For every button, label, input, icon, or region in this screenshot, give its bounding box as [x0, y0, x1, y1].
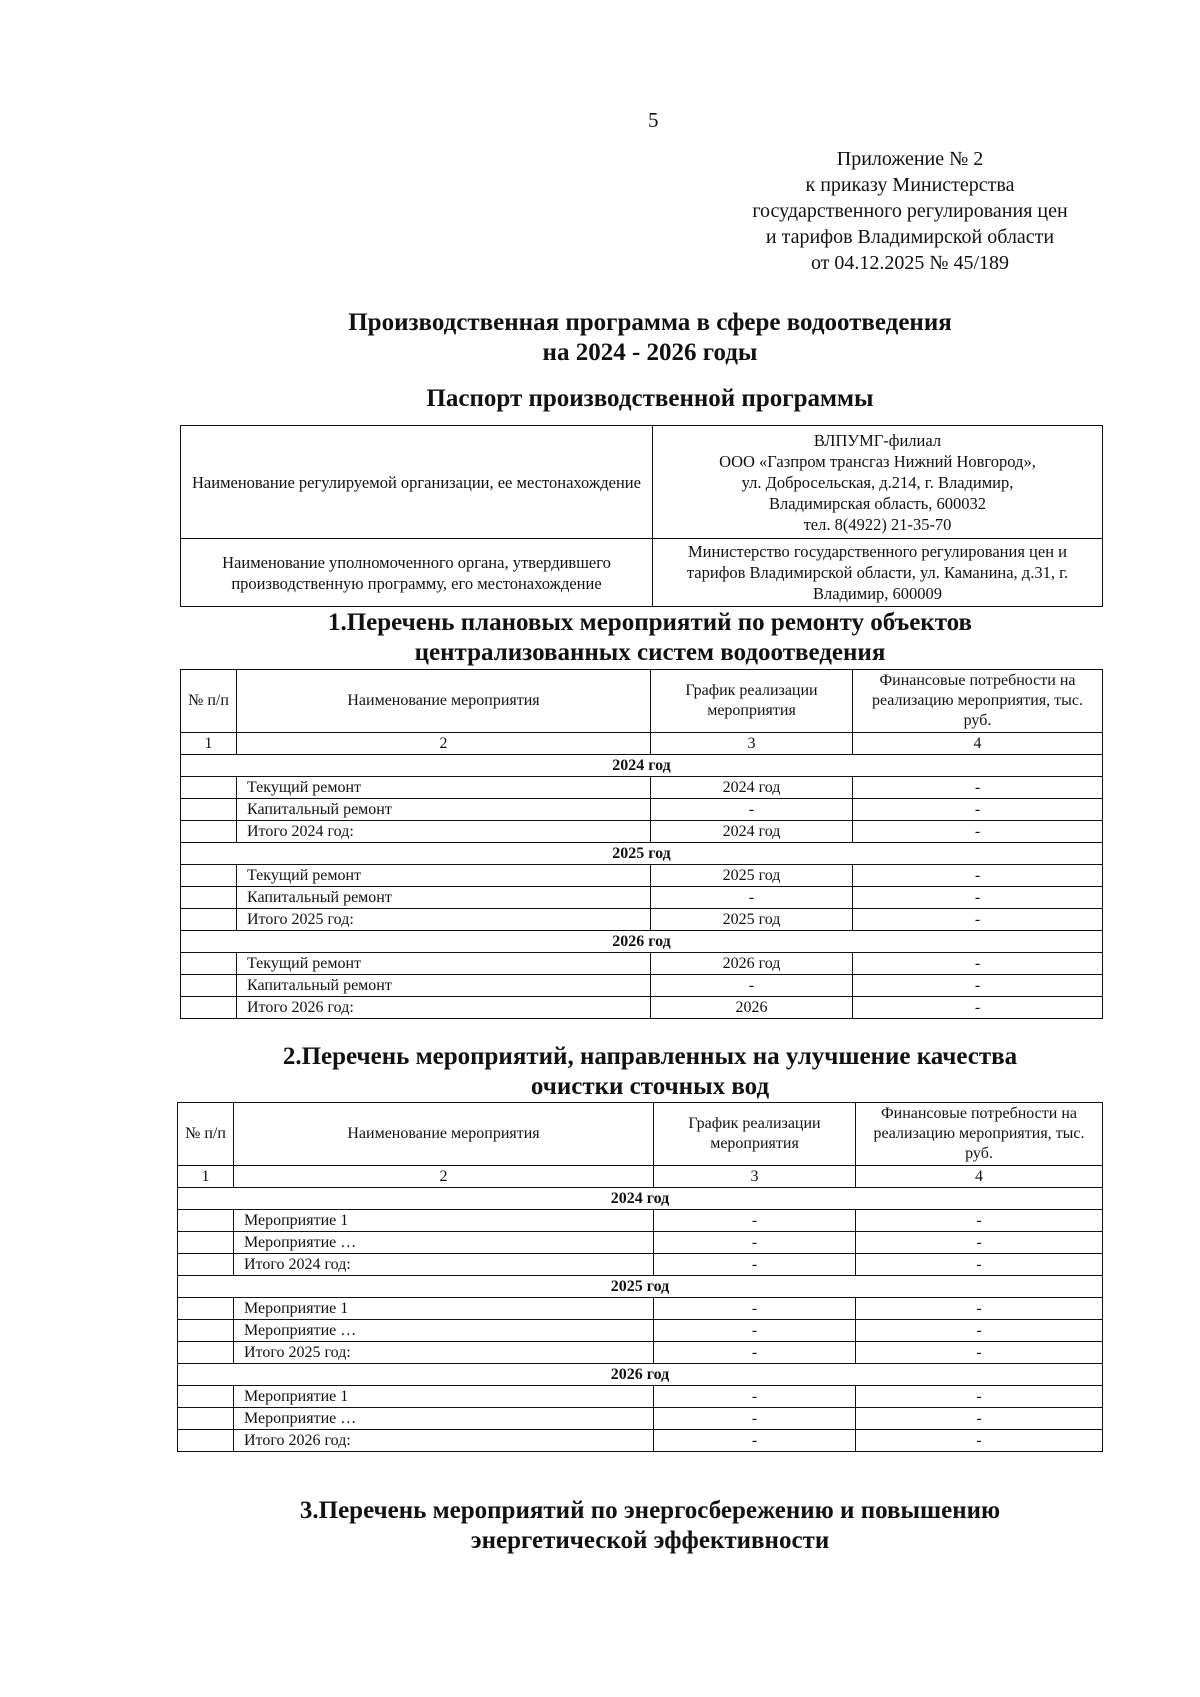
table-row — [178, 1210, 1103, 1232]
section1-heading — [200, 608, 1100, 668]
table-row — [178, 1298, 1103, 1320]
row-schedule: - — [654, 1210, 856, 1232]
row-number — [181, 997, 237, 1019]
year-label: 2025 год — [181, 843, 1103, 865]
column-number: 4 — [853, 733, 1103, 755]
row-name: Мероприятие … — [234, 1320, 654, 1342]
table-row — [178, 1320, 1103, 1342]
year-label: 2026 год — [178, 1364, 1103, 1386]
row-schedule: - — [654, 1408, 856, 1430]
column-number: 1 — [178, 1166, 234, 1188]
column-number: 2 — [237, 733, 651, 755]
title-line-2: на 2024 - 2026 годы — [542, 339, 758, 366]
year-row — [181, 755, 1103, 777]
table-row — [178, 1408, 1103, 1430]
row-name: Мероприятие … — [234, 1408, 654, 1430]
row-finance: - — [853, 865, 1103, 887]
passport-row — [181, 426, 1103, 539]
column-number: 1 — [181, 733, 237, 755]
row-number — [178, 1342, 234, 1364]
row-schedule: - — [654, 1298, 856, 1320]
year-label: 2026 год — [181, 931, 1103, 953]
row-schedule: - — [654, 1342, 856, 1364]
section2-heading — [200, 1042, 1100, 1102]
row-name: Текущий ремонт — [237, 865, 651, 887]
row-schedule: - — [654, 1232, 856, 1254]
column-header: № п/п — [178, 1103, 234, 1166]
row-number — [181, 777, 237, 799]
row-schedule: - — [654, 1386, 856, 1408]
table-row — [178, 1430, 1103, 1452]
row-finance: - — [853, 975, 1103, 997]
table-row — [181, 821, 1103, 843]
row-number — [178, 1298, 234, 1320]
passport-value — [653, 426, 1103, 539]
year-row — [181, 843, 1103, 865]
year-label: 2025 год — [178, 1276, 1103, 1298]
row-name: Капитальный ремонт — [237, 799, 651, 821]
year-row — [178, 1276, 1103, 1298]
row-finance: - — [856, 1386, 1103, 1408]
section1-heading-line: 1.Перечень плановых мероприятий по ремонту объектов — [327, 609, 973, 636]
table-row — [178, 1386, 1103, 1408]
table-row — [181, 953, 1103, 975]
table-row — [181, 777, 1103, 799]
row-name: Текущий ремонт — [237, 953, 651, 975]
row-number — [181, 821, 237, 843]
table-row — [181, 997, 1103, 1019]
row-number — [178, 1320, 234, 1342]
row-schedule: - — [651, 975, 853, 997]
column-number: 2 — [234, 1166, 654, 1188]
row-number — [181, 909, 237, 931]
row-name: Итого 2026 год: — [237, 997, 651, 1019]
row-name: Итого 2025 год: — [234, 1342, 654, 1364]
column-header: График реализации мероприятия — [651, 670, 853, 733]
row-finance: - — [856, 1210, 1103, 1232]
row-name: Итого 2024 год: — [237, 821, 651, 843]
section3-heading-line: энергетической эффективности — [470, 1527, 830, 1554]
table-header-row — [178, 1103, 1103, 1166]
column-header: № п/п — [181, 670, 237, 733]
passport-value-line: Владимирская область, 600032 — [768, 493, 987, 513]
row-schedule: 2026 — [651, 997, 853, 1019]
table-row — [181, 909, 1103, 931]
table-row — [178, 1232, 1103, 1254]
row-schedule: 2024 год — [651, 777, 853, 799]
row-number — [181, 865, 237, 887]
row-number — [181, 799, 237, 821]
year-label: 2024 год — [178, 1188, 1103, 1210]
row-schedule: - — [651, 799, 853, 821]
row-number — [178, 1386, 234, 1408]
row-finance: - — [853, 799, 1103, 821]
row-name: Мероприятие 1 — [234, 1298, 654, 1320]
title-line-1: Производственная программа в сфере водоотведения — [348, 309, 952, 336]
table-header-row — [181, 670, 1103, 733]
passport-heading: Паспорт производственной программы — [426, 385, 874, 412]
passport-value-line: тел. 8(4922) 21-35-70 — [803, 514, 952, 534]
section2-table — [177, 1102, 1103, 1452]
appendix-line: от 04.12.2025 № 45/189 — [810, 252, 1010, 274]
column-header: Финансовые потребности на реализацию мероприятия, тыс. руб. — [856, 1103, 1103, 1166]
row-finance: - — [856, 1430, 1103, 1452]
row-schedule: - — [651, 887, 853, 909]
passport-label: Наименование регулируемой организации, ее местонахождение — [181, 426, 653, 539]
year-label: 2024 год — [181, 755, 1103, 777]
row-finance: - — [856, 1342, 1103, 1364]
appendix-line: государственного регулирования цен — [752, 200, 1068, 222]
row-name: Капитальный ремонт — [237, 887, 651, 909]
row-number — [178, 1254, 234, 1276]
row-name: Итого 2026 год: — [234, 1430, 654, 1452]
row-finance: - — [853, 909, 1103, 931]
row-name: Итого 2024 год: — [234, 1254, 654, 1276]
row-schedule: 2025 год — [651, 909, 853, 931]
section3-heading-line: 3.Перечень мероприятий по энергосбережению и повышению — [299, 1497, 1001, 1524]
column-header: Наименование мероприятия — [234, 1103, 654, 1166]
column-number-row — [181, 733, 1103, 755]
passport-value: Министерство государственного регулирования цен и тарифов Владимирской области, ул. Каманина, д.31, г. Владимир, 600009 — [653, 539, 1103, 607]
appendix-line: и тарифов Владимирской области — [765, 226, 1055, 248]
row-finance: - — [856, 1408, 1103, 1430]
column-number: 4 — [856, 1166, 1103, 1188]
row-number — [178, 1408, 234, 1430]
row-finance: - — [853, 777, 1103, 799]
year-row — [178, 1364, 1103, 1386]
row-name: Мероприятие 1 — [234, 1210, 654, 1232]
row-finance: - — [853, 997, 1103, 1019]
table-row — [181, 887, 1103, 909]
row-finance: - — [853, 821, 1103, 843]
page-number: 5 — [648, 108, 659, 132]
row-schedule: 2024 год — [651, 821, 853, 843]
table-row — [178, 1254, 1103, 1276]
passport-table — [180, 425, 1103, 607]
passport-value-line: ВЛПУМГ-филиал — [813, 430, 942, 450]
section2-heading-line: 2.Перечень мероприятий, направленных на улучшение качества — [282, 1043, 1018, 1070]
row-schedule: 2025 год — [651, 865, 853, 887]
row-finance: - — [856, 1298, 1103, 1320]
table-row — [178, 1342, 1103, 1364]
row-finance: - — [856, 1232, 1103, 1254]
row-schedule: - — [654, 1254, 856, 1276]
row-number — [181, 975, 237, 997]
section3-heading — [200, 1496, 1100, 1556]
column-header: Финансовые потребности на реализацию мероприятия, тыс. руб. — [853, 670, 1103, 733]
row-name: Текущий ремонт — [237, 777, 651, 799]
column-number: 3 — [654, 1166, 856, 1188]
row-finance: - — [856, 1254, 1103, 1276]
row-name: Капитальный ремонт — [237, 975, 651, 997]
year-row — [181, 931, 1103, 953]
column-number: 3 — [651, 733, 853, 755]
passport-row — [181, 539, 1103, 607]
row-schedule: 2026 год — [651, 953, 853, 975]
column-header: Наименование мероприятия — [237, 670, 651, 733]
row-number — [178, 1232, 234, 1254]
row-schedule: - — [654, 1320, 856, 1342]
row-number — [178, 1210, 234, 1232]
row-number — [181, 953, 237, 975]
passport-value-line: ООО «Газпром трансгаз Нижний Новгород», — [719, 451, 1036, 471]
row-schedule: - — [654, 1430, 856, 1452]
table-row — [181, 865, 1103, 887]
document-title — [200, 308, 1100, 368]
appendix-line: Приложение № 2 — [836, 148, 984, 170]
passport-label: Наименование уполномоченного органа, утвердившего производственную программу, его местонахождение — [181, 539, 653, 607]
row-finance: - — [853, 887, 1103, 909]
section2-heading-line: очистки сточных вод — [530, 1073, 770, 1100]
appendix-line: к приказу Министерства — [805, 174, 1015, 196]
row-name: Мероприятие … — [234, 1232, 654, 1254]
table-row — [181, 799, 1103, 821]
column-number-row — [178, 1166, 1103, 1188]
row-finance: - — [856, 1320, 1103, 1342]
section1-heading-line: централизованных систем водоотведения — [414, 639, 886, 666]
table-row — [181, 975, 1103, 997]
row-name: Итого 2025 год: — [237, 909, 651, 931]
appendix-note — [720, 146, 1100, 276]
row-finance: - — [853, 953, 1103, 975]
section1-table — [180, 669, 1103, 1019]
year-row — [178, 1188, 1103, 1210]
row-number — [181, 887, 237, 909]
row-number — [178, 1430, 234, 1452]
passport-value-line: ул. Добросельская, д.214, г. Владимир, — [741, 472, 1014, 492]
row-name: Мероприятие 1 — [234, 1386, 654, 1408]
column-header: График реализации мероприятия — [654, 1103, 856, 1166]
